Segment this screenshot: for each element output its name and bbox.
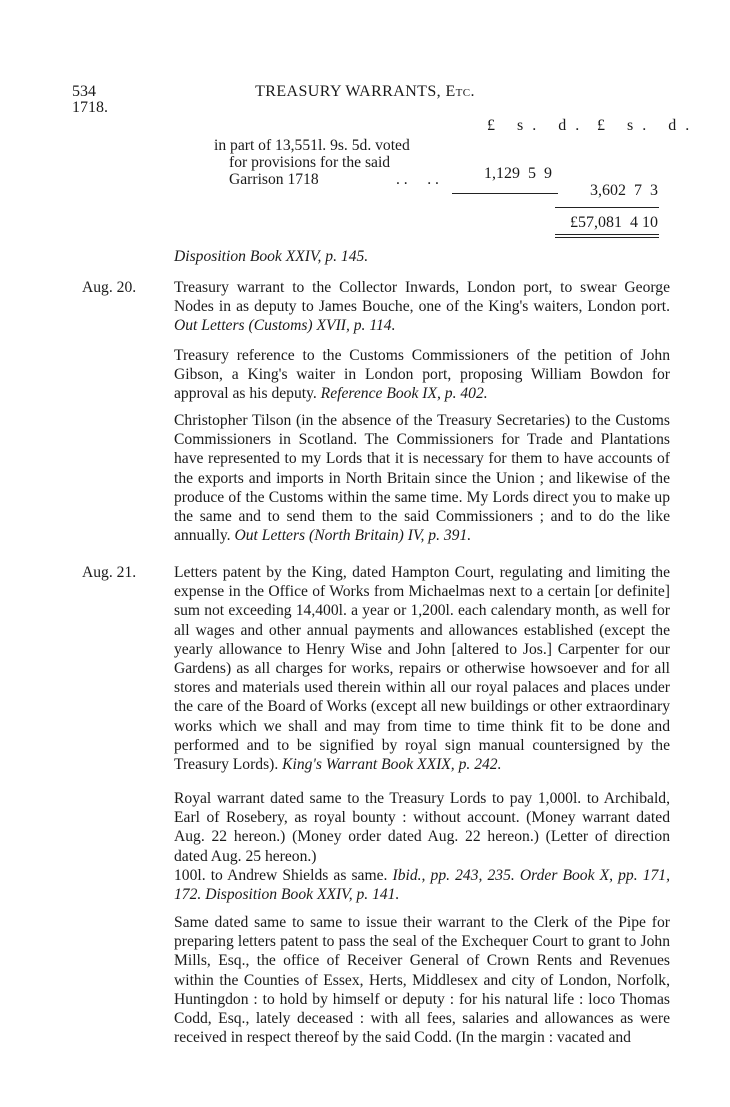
ledger-total: £57,081 4 10 <box>570 214 658 231</box>
entry-date: Aug. 21. <box>82 564 137 581</box>
running-title-main: TREASURY WARRANTS, <box>255 83 442 100</box>
entry-text: Christopher Tilson (in the absence of the Treasury Secretaries) to the Customs Commissioners in Scotland. The Commissioners for Trade and Plantations have represented to my Lords that it is necessary for them to have accounts of the exports and imports in North Britain since the Union ; and likewise of the produce of the Customs within the same time. My Lords direct you to make up the same and to send them to the said Commissioners ; and to do the like annually. <box>174 412 670 545</box>
divider-rule <box>555 237 659 238</box>
ledger-amount-part: 1,129 5 9 <box>484 165 552 182</box>
entry-reference: Reference Book IX, p. 402. <box>320 385 488 403</box>
entry-text: Royal warrant dated same to the Treasury Lords to pay 1,000l. to Archibald, Earl of Rosebery, as royal bounty : without account. (Money warrant dated Aug. 22 hereon.) (Money order dated Aug. 22 hereon.) (Letter of direction dated Aug. 25 hereon.) <box>174 790 670 865</box>
divider-rule <box>555 234 659 235</box>
entry-reference: Out Letters (North Britain) IV, p. 391. <box>234 527 472 545</box>
entry-reference: King's Warrant Book XXIX, p. 242. <box>282 756 502 774</box>
running-title-etc: Etc. <box>445 83 475 100</box>
entry-reference: Out Letters (Customs) XVII, p. 114. <box>174 317 396 335</box>
entry-paragraph <box>174 563 670 774</box>
entry-text: Letters patent by the King, dated Hampton Court, regulating and limiting the expense in the Office of Works from Michaelmas next to a certain [or definite] sum not exceeding 14,400l. a year or 1,200l. each calendary month, as well for all wages and other annual payments and allowances established (except the yearly allowance to Henry Wise and John [altered to Jos.] Carpenter for our Gardens) as all charges for works, repairs or otherwise howsoever and for all stores and materials used therein within all our royal palaces and places under the care of the Board of Works (except all new buildings or other extraordinary works which we shall and may from time to time think fit to be done and performed and to be signified by royal sign manual countersigned by the Treasury Lords). <box>174 564 670 774</box>
year-label: 1718. <box>72 99 108 116</box>
ledger-line-1: in part of 13,551l. 9s. 5d. voted <box>214 137 410 154</box>
disposition-reference: Disposition Book XXIV, p. 145. <box>174 248 369 265</box>
money-column-header-2: £ s. d. <box>597 117 699 134</box>
entry-paragraph <box>174 913 670 1047</box>
ledger-subtotal: 3,602 7 3 <box>590 182 658 199</box>
ledger-line-2: for provisions for the said <box>229 154 391 171</box>
running-title <box>0 82 730 101</box>
divider-rule <box>452 193 558 194</box>
ledger-leader-dots: . . . . <box>396 171 439 188</box>
page-number: 534 <box>72 83 96 100</box>
entry-paragraph <box>174 411 670 545</box>
entry-date: Aug. 20. <box>82 279 137 296</box>
entry-paragraph <box>174 789 670 904</box>
entry-reference: Ibid., pp. 243, 235. Order Book X, pp. 171, 172. Disposition Book XXIV, p. 141. <box>174 866 670 904</box>
entry-text: Same dated same to same to issue their warrant to the Clerk of the Pipe for preparing letters patent to pass the seal of the Exchequer Court to grant to John Mills, Esq., the office of Receiver General of Crown Rents and Revenues within the Counties of Essex, Herts, Middlesex and city of London, Norfolk, Huntingdon : to hold by himself or deputy : for his natural life : loco Thomas Codd, Esq., lately deceased : with all fees, salaries and allowances as were received in respect thereof by the said Codd. (In the margin : vacated and <box>174 914 670 1047</box>
divider-rule <box>555 207 659 208</box>
entry-text: Treasury reference to the Customs Commissioners of the petition of John Gibson, a King's waiter in London port, proposing William Bowdon for approval as his deputy. <box>174 347 670 403</box>
entry-paragraph <box>174 278 670 336</box>
ledger-line-3: Garrison 1718 <box>229 171 319 188</box>
entry-paragraph <box>174 346 670 404</box>
money-column-header-1: £ s. d. <box>487 117 589 134</box>
entry-subtext: 100l. to Andrew Shields as same. <box>174 866 388 884</box>
entry-text: Treasury warrant to the Collector Inwards, London port, to swear George Nodes in as deputy to James Bouche, one of the King's waiters, London port. <box>174 279 670 316</box>
